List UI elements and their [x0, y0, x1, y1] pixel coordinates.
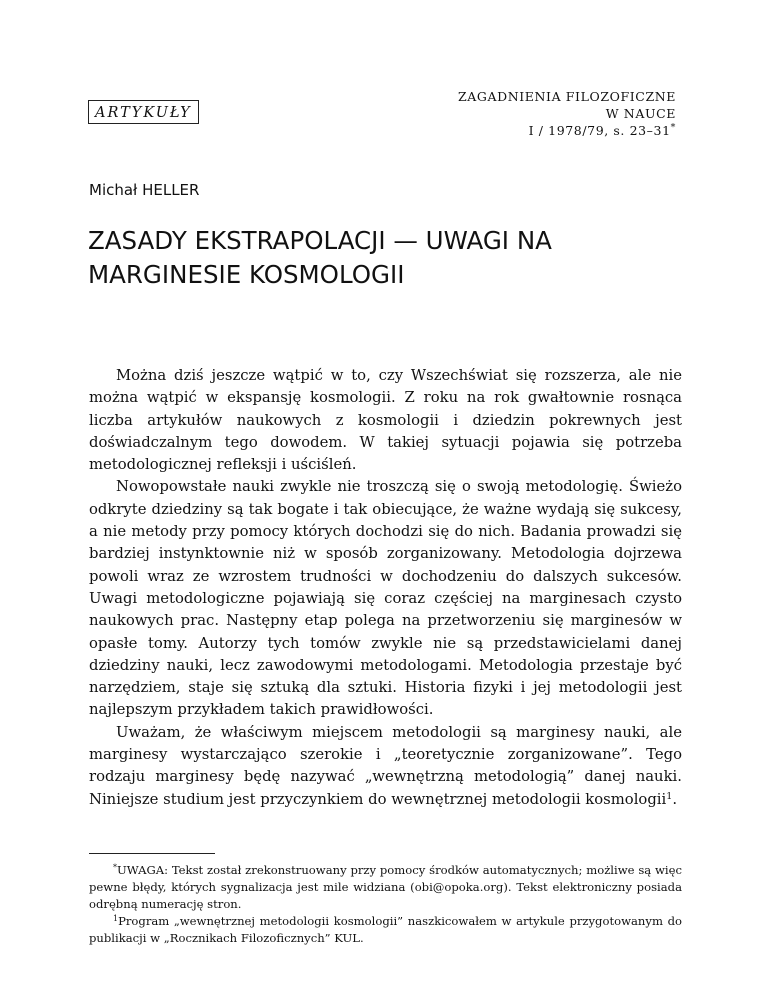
article-body — [89, 365, 682, 811]
journal-subtitle: W NAUCE — [605, 106, 676, 121]
footnote-ref-1: 1 — [666, 790, 673, 802]
journal-name: ZAGADNIENIA FILOZOFICZNE — [457, 89, 676, 104]
journal-issue-text: I / 1978/79, s. 23–31 — [528, 123, 671, 138]
footnote-star-marker: * — [113, 863, 117, 872]
footnote-1-marker: 1 — [113, 914, 119, 923]
footnote-star-text: UWAGA: Tekst został zrekonstruowany przy pomocy środków automatycznych; możliwe są więc pewne błędy, których sygnalizacja jest mile widziana (obi@opoka.org). Tekst elektroniczny posiada odrębną numerację stron. — [89, 863, 682, 911]
journal-footnote-marker: * — [670, 122, 676, 133]
footnote-1 — [89, 913, 682, 947]
footnote-star — [89, 862, 682, 913]
paragraph-text: Uważam, że właściwym miejscem metodologii są marginesy nauki, ale marginesy wystarczająco szerokie i „teoretycznie zorganizowane”. Tego rodzaju marginesy będę nazywać „wewnętrzną metodologią” danej nauki. Niniejsze studium jest przyczynkiem do wewnętrznej metodologii kosmologii — [89, 723, 682, 808]
author-name: Michał HELLER — [89, 181, 200, 199]
journal-issue — [458, 122, 676, 139]
paragraph-end: . — [672, 790, 678, 808]
footnote-1-text: Program „wewnętrznej metodologii kosmologii” naszkicowałem w artykule przygotowanym do publikacji w „Rocznikach Filozoficznych” KUL. — [89, 914, 682, 945]
article-title: ZASADY EKSTRAPOLACJI — UWAGI NA MARGINESIE KOSMOLOGII — [88, 226, 552, 289]
section-label: ARTYKUŁY — [88, 100, 199, 124]
paragraph: Nowopowstałe nauki zwykle nie troszczą się o swoją metodologię. Świeżo odkryte dziedziny są tak bogate i tak obiecujące, że ważne wydają się sukcesy, a nie metody przy pomocy których dochodzi się do nich. Badania prowadzi się bardziej instynktownie niż w sposób zorganizowany. Metodologia dojrzewa powoli wraz ze wzrostem trudności w dochodzeniu do dalszych sukcesów. Uwagi metodologiczne pojawiają się coraz częściej na marginesach czysto naukowych prac. Następny etap polega na przetworzeniu się marginesów w opasłe tomy. Autorzy tych tomów zwykle nie są przedstawicielami danej dziedziny nauki, lecz zawodowymi metodologami. Metodologia przestaje być narzędziem, staje się sztuką dla sztuki. Historia fizyki i jej metodologii jest najlepszym przykładem takich prawidłowości. — [89, 478, 682, 719]
paragraph: Można dziś jeszcze wątpić w to, czy Wszechświat się rozszerza, ale nie można wątpić w ekspansję kosmologii. Z roku na rok gwałtownie rosnąca liczba artykułów naukowych z kosmologii i dziedzin pokrewnych jest doświadczalnym tego dowodem. W takiej sytuacji pojawia się potrzeba metodologicznej refleksji i uściśleń. — [89, 367, 682, 474]
paragraph — [89, 722, 682, 811]
footnote-rule — [89, 853, 215, 854]
footnotes — [89, 862, 682, 947]
journal-header — [458, 88, 676, 139]
